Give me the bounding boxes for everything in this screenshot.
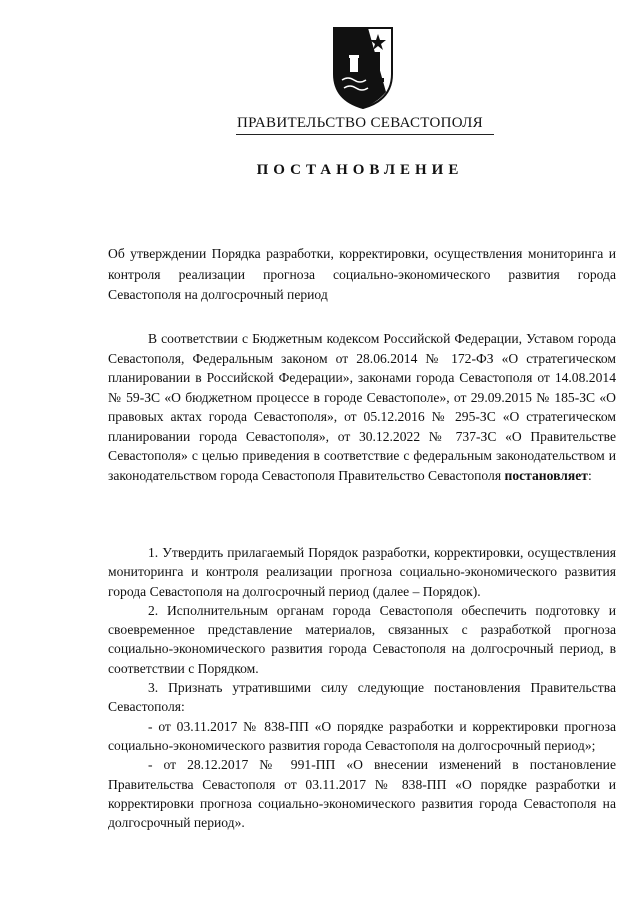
item-3: 3. Признать утратившими силу следующие постановления Правительства Севастополя:	[108, 680, 616, 715]
coat-of-arms-icon	[328, 22, 398, 112]
item-3-sub-1: - от 03.11.2017 № 838-ПП «О порядке разработки и корректировки прогноза социально-экономического развития города Севастополя на долгосрочный период»;	[108, 718, 616, 753]
item-2: 2. Исполнительным органам города Севастополя обеспечить подготовку и своевременное представление материалов, связанных с разработкой прогноза социально-экономического развития города Севастополя на долгосрочный период, в соответствии с Порядком.	[108, 602, 616, 676]
organization-name: ПРАВИТЕЛЬСТВО СЕВАСТОПОЛЯ	[237, 115, 483, 131]
preamble-paragraph	[108, 329, 616, 485]
preamble-end: :	[587, 467, 592, 483]
document-type-title: ПОСТАНОВЛЕНИЕ	[256, 162, 464, 178]
preamble-text: В соответствии с Бюджетным кодексом Российской Федерации, Уставом города Севастополя, Федеральным законом от 28.06.2014 № 172-ФЗ «О стратегическом планировании в Российской Федерации», законами города Севастополя от 14.08.2014 № 59-ЗС «О бюджетном процессе в городе Севастополе», от 29.09.2015 № 185-ЗС «О правовых актах города Севастополя», от 05.12.2016 № 295-ЗС «О стратегическом планировании города Севастополя», от 30.12.2022 № 737-ЗС «О Правительстве Севастополя» с целью приведения в соответствие с федеральным законодательством и законодательством города Севастополя Правительство Севастополя	[108, 331, 616, 483]
item-3-sub-2: - от 28.12.2017 № 991-ПП «О внесении изменений в постановление Правительства Севастополя от 03.11.2017 № 838-ПП «О порядке разработки и корректировки прогноза социально-экономического развития города Севастополя на долгосрочный период».	[108, 757, 616, 831]
item-1: 1. Утвердить прилагаемый Порядок разработки, корректировки, осуществления мониторинга и контроля реализации прогноза социально-экономического развития города Севастополя на долгосрочный период (далее – Порядок).	[108, 545, 616, 599]
document-subject: Об утверждении Порядка разработки, корректировки, осуществления мониторинга и контроля реализации прогноза социально-экономического развития города Севастополя на долгосрочный период	[108, 246, 616, 302]
header-divider	[236, 134, 494, 135]
preamble-verb: постановляет	[504, 467, 588, 483]
resolution-items	[108, 543, 616, 832]
